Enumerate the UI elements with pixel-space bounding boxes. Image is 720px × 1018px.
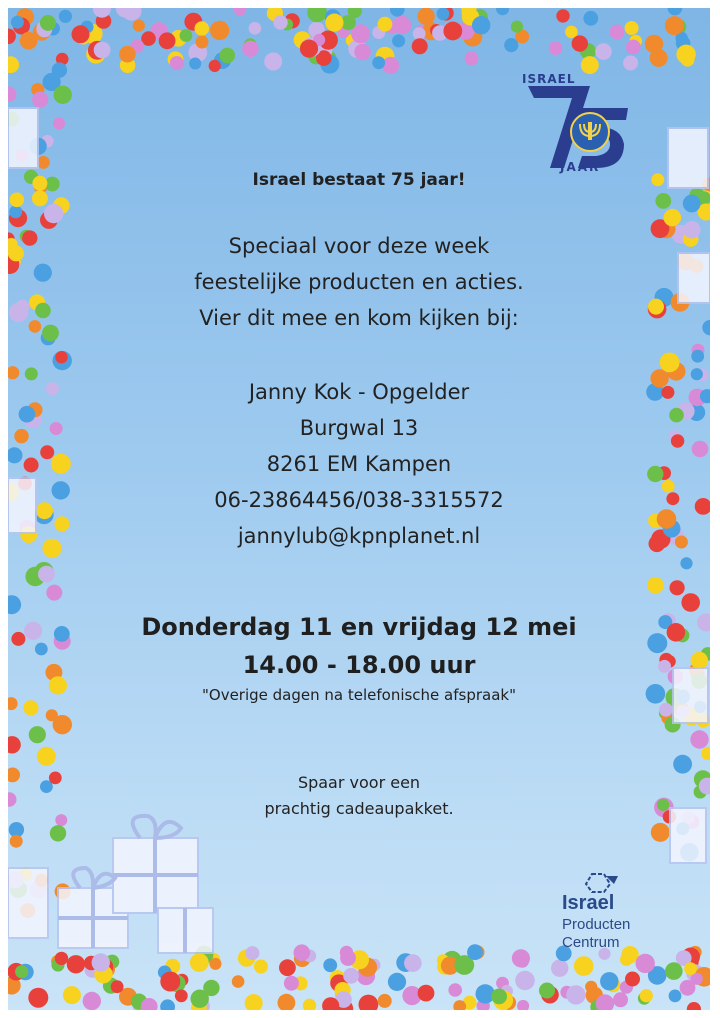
logo-bottom-word: JAAR xyxy=(560,160,601,174)
intro-line: feestelijke producten en acties. xyxy=(194,270,524,294)
confetti-dot xyxy=(517,1000,529,1010)
confetti-dot xyxy=(413,27,426,40)
confetti-dot xyxy=(680,980,696,996)
phone-numbers: 06-23864456/038-3315572 xyxy=(214,488,504,512)
confetti-dot xyxy=(119,46,136,63)
address-block xyxy=(8,374,710,554)
confetti-dot xyxy=(556,9,569,22)
confetti-dot xyxy=(210,958,222,970)
confetti-dot xyxy=(196,36,209,49)
confetti-dot xyxy=(191,990,209,1008)
confetti-dot xyxy=(512,949,530,967)
confetti-dot xyxy=(10,835,23,848)
confetti-dot xyxy=(681,53,695,67)
confetti-dot xyxy=(32,92,48,108)
confetti-dot xyxy=(279,959,296,976)
event-hours: 14.00 - 18.00 uur xyxy=(242,651,476,679)
confetti-dot xyxy=(572,35,588,51)
confetti-dot xyxy=(701,747,710,760)
confetti-dot xyxy=(437,8,450,20)
confetti-dot xyxy=(50,825,66,841)
confetti-dot xyxy=(159,32,176,49)
confetti-dot xyxy=(504,38,518,52)
confetti-dot xyxy=(15,965,28,978)
confetti-dot xyxy=(465,52,479,66)
confetti-dot xyxy=(491,989,507,1005)
confetti-dot xyxy=(418,985,435,1002)
confetti-dot xyxy=(417,8,434,25)
confetti-dot xyxy=(278,994,296,1010)
israel-75-logo xyxy=(520,68,636,178)
confetti-dot xyxy=(659,703,673,717)
confetti-dot xyxy=(209,60,221,72)
savings-line: prachtig cadeaupakket. xyxy=(264,799,454,818)
confetti-dot xyxy=(92,953,110,971)
confetti-dot xyxy=(343,968,359,984)
confetti-dot xyxy=(665,962,683,980)
logo-top-word: ISRAEL xyxy=(522,72,576,86)
confetti-dot xyxy=(613,992,628,1007)
confetti-dot xyxy=(683,195,701,213)
savings-line: Spaar voor een xyxy=(297,773,421,792)
confetti-dot xyxy=(600,972,618,990)
confetti-dot xyxy=(303,999,316,1010)
confetti-dot xyxy=(170,56,184,70)
confetti-dot xyxy=(390,8,405,17)
confetti-dot xyxy=(133,20,145,32)
confetti-dot xyxy=(32,190,48,206)
confetti-dot xyxy=(234,8,246,16)
savings-text xyxy=(8,770,710,822)
confetti-dot xyxy=(583,11,598,26)
confetti-dot xyxy=(626,40,641,55)
confetti-dot xyxy=(323,958,337,972)
confetti-dot xyxy=(539,983,555,999)
confetti-dot xyxy=(44,204,63,223)
confetti-dot xyxy=(393,16,411,34)
confetti-dot xyxy=(690,730,708,748)
confetti-dot xyxy=(53,715,72,734)
confetti-dot xyxy=(9,205,22,218)
confetti-dot xyxy=(378,17,393,32)
confetti-dot xyxy=(378,994,392,1008)
confetti-dot xyxy=(472,16,490,34)
confetti-dot xyxy=(53,117,65,129)
confetti-dot xyxy=(448,983,462,997)
confetti-dot xyxy=(595,43,612,60)
confetti-dot xyxy=(664,209,682,227)
confetti-dot xyxy=(443,22,462,41)
confetti-dot xyxy=(625,21,639,35)
confetti-dot xyxy=(29,726,46,743)
confetti-dot xyxy=(46,585,62,601)
confetti-dot xyxy=(264,53,282,71)
confetti-dot xyxy=(242,41,258,57)
confetti-dot xyxy=(8,87,17,102)
street-address: Burgwal 13 xyxy=(299,416,419,440)
confetti-dot xyxy=(515,971,535,991)
confetti-dot xyxy=(585,981,597,993)
confetti-dot xyxy=(294,944,311,961)
confetti-dot xyxy=(220,48,236,64)
confetti-dot xyxy=(72,25,90,43)
confetti-dot xyxy=(8,56,19,73)
confetti-dot xyxy=(565,26,578,39)
confetti-dot xyxy=(372,56,385,69)
confetti-dot xyxy=(273,15,287,29)
appointment-note: "Overige dagen na telefonische afspraak" xyxy=(201,686,517,704)
confetti-dot xyxy=(340,950,356,966)
confetti-dot xyxy=(645,35,663,53)
confetti-dot xyxy=(63,986,81,1004)
confetti-dot xyxy=(38,566,55,583)
confetti-dot xyxy=(566,985,585,1004)
headline: Israel bestaat 75 jaar! xyxy=(252,170,466,190)
confetti-dot xyxy=(651,823,670,842)
intro-line: Vier dit mee en kom kijken bij: xyxy=(199,306,519,330)
confetti-dot xyxy=(412,38,428,54)
confetti-dot xyxy=(684,962,697,975)
confetti-dot xyxy=(160,972,180,992)
confetti-dot xyxy=(190,953,209,972)
confetti-dot xyxy=(8,736,21,753)
confetti-dot xyxy=(20,32,38,50)
email-address: jannylub@kpnplanet.nl xyxy=(237,524,481,548)
confetti-dot xyxy=(354,44,371,61)
confetti-dot xyxy=(388,973,406,991)
israel-producten-centrum-logo xyxy=(558,870,678,960)
confetti-dot xyxy=(249,22,262,35)
confetti-dot xyxy=(300,40,318,58)
confetti-dot xyxy=(94,42,111,59)
confetti-dot xyxy=(665,16,684,35)
intro-text xyxy=(8,228,710,336)
confetti-dot xyxy=(40,15,56,31)
confetti-dot xyxy=(660,353,680,373)
contact-name: Janny Kok - Opgelder xyxy=(248,380,470,404)
confetti-dot xyxy=(549,41,563,55)
confetti-dot xyxy=(189,58,201,70)
confetti-dot xyxy=(28,988,48,1008)
confetti-dot xyxy=(669,990,682,1003)
confetti-dot xyxy=(284,976,299,991)
confetti-dot xyxy=(180,29,193,42)
confetti-dot xyxy=(496,8,509,15)
event-days: Donderdag 11 en vrijdag 12 mei xyxy=(141,613,577,641)
confetti-dot xyxy=(195,21,210,36)
confetti-dot xyxy=(551,960,568,977)
confetti-dot xyxy=(307,8,327,22)
confetti-dot xyxy=(359,995,379,1010)
confetti-dot xyxy=(511,21,523,33)
confetti-dot xyxy=(111,980,124,993)
intro-line: Speciaal voor deze week xyxy=(228,234,490,258)
confetti-dot xyxy=(467,944,483,960)
confetti-dot xyxy=(232,975,245,988)
event-dates xyxy=(8,608,710,684)
confetti-dot xyxy=(55,351,67,363)
confetti-dot xyxy=(668,8,683,15)
confetti-dot xyxy=(55,952,68,965)
confetti-dot xyxy=(655,193,671,209)
star-logo-icon xyxy=(584,870,624,894)
confetti-dot xyxy=(210,21,229,40)
confetti-dot xyxy=(382,57,399,74)
partner-logo-line: Israel xyxy=(562,892,615,914)
confetti-dot xyxy=(640,989,653,1002)
confetti-dot xyxy=(625,972,640,987)
confetti-dot xyxy=(10,193,25,208)
confetti-dot xyxy=(392,34,405,47)
confetti-dot xyxy=(687,1002,701,1010)
confetti-dot xyxy=(680,557,692,569)
confetti-dot xyxy=(610,25,625,40)
partner-logo-line: Centrum xyxy=(562,934,620,951)
confetti-dot xyxy=(83,992,101,1010)
partner-logo-line: Producten xyxy=(562,916,631,933)
confetti-dot xyxy=(67,955,85,973)
confetti-dot xyxy=(404,954,422,972)
confetti-dot xyxy=(11,16,24,29)
confetti-dot xyxy=(670,580,685,595)
confetti-dot xyxy=(245,946,259,960)
confetti-dot xyxy=(52,62,67,77)
confetti-dot xyxy=(59,10,72,23)
flyer xyxy=(8,8,710,1010)
postal-city: 8261 EM Kampen xyxy=(266,452,452,476)
confetti-dot xyxy=(245,994,263,1010)
confetti-dot xyxy=(175,989,188,1002)
confetti-dot xyxy=(254,960,268,974)
confetti-dot xyxy=(647,577,664,594)
confetti-dot xyxy=(160,999,175,1010)
confetti-dot xyxy=(54,86,72,104)
confetti-dot xyxy=(691,350,704,363)
confetti-dot xyxy=(325,14,343,32)
confetti-dot xyxy=(37,747,56,766)
